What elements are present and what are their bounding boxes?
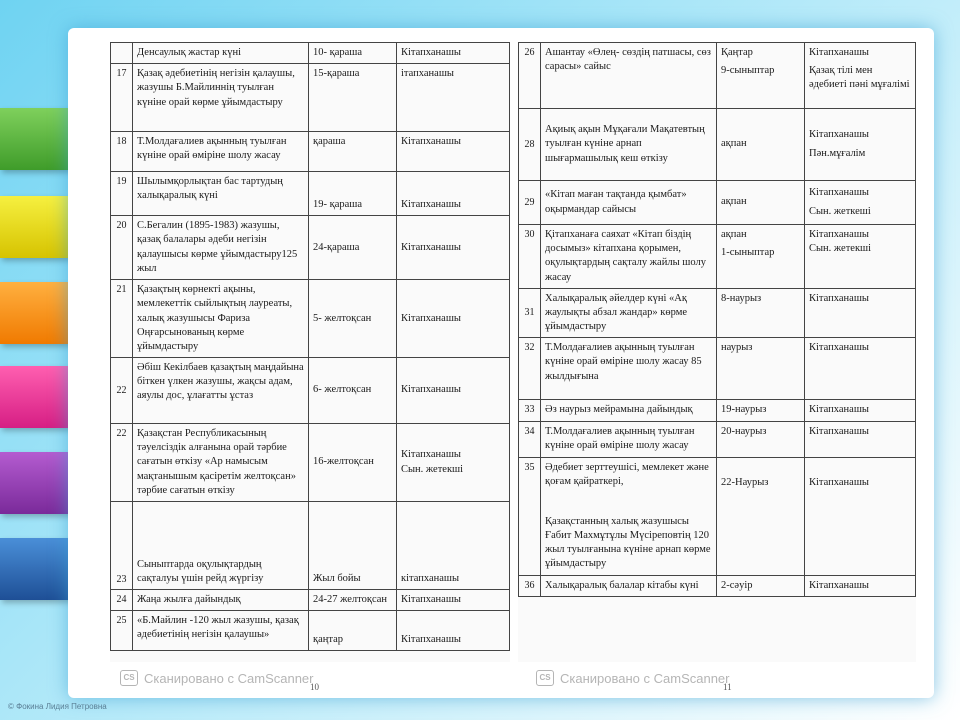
row-responsible: Кітапханашы bbox=[805, 400, 916, 422]
responsible-secondary: Пән.мұғалім bbox=[809, 147, 866, 159]
row-date: 20-наурыз bbox=[717, 422, 805, 457]
row-number: 33 bbox=[519, 400, 541, 422]
row-number: 28 bbox=[519, 109, 541, 181]
table-row bbox=[111, 424, 510, 502]
row-responsible: Кітапханашы bbox=[805, 457, 916, 575]
row-responsible: Кітапханашы bbox=[397, 358, 510, 424]
responsible-secondary: Сын. жетекші bbox=[401, 463, 464, 475]
responsible-secondary: Қазақ тілі мен әдебиеті пәні мұғалімі bbox=[809, 65, 910, 91]
row-event: Қазақстан Республикасының тәуелсіздік алғанына орай тәрбие сағатын өткізу «Ар намысым мақтанышым қасіретім желтоқсан» тәрбие сағатын өткізу bbox=[133, 424, 309, 502]
page-number: 10 bbox=[310, 682, 319, 692]
row-responsible: Кітапханашы bbox=[805, 288, 916, 338]
row-number: 22 bbox=[111, 424, 133, 502]
row-responsible: Кітапханашы bbox=[397, 590, 510, 611]
row-event: «Б.Майлин -120 жыл жазушы, қазақ әдебиетінің негізін қалаушы» bbox=[133, 611, 309, 651]
event-secondary: Қазақстанның халық жазушысы Ғабит Махмұтұлы Мүсіреповтің 120 жыл туылғанына күніне арнап көрме ұйымдастыру bbox=[545, 515, 711, 570]
row-responsible: кітапханашы bbox=[397, 502, 510, 590]
table-row bbox=[519, 338, 916, 400]
row-number: 19 bbox=[111, 172, 133, 216]
table-row bbox=[111, 216, 510, 280]
row-date: 6- желтоқсан bbox=[309, 358, 397, 424]
row-number: 34 bbox=[519, 422, 541, 457]
camscanner-watermark bbox=[536, 670, 729, 686]
row-event: Сыныптарда оқулықтардың сақталуы үшін рейд жүргізу bbox=[133, 502, 309, 590]
table-row bbox=[519, 422, 916, 457]
row-date: 5- желтоқсан bbox=[309, 280, 397, 358]
row-responsible: Кітапханашы bbox=[397, 280, 510, 358]
row-date: 2-сәуір bbox=[717, 575, 805, 596]
row-event: Т.Молдағалиев ақынның туылған күніне орай өміріне шолу жасау bbox=[133, 132, 309, 172]
row-date: 15-қараша bbox=[309, 64, 397, 132]
table-row bbox=[519, 575, 916, 596]
row-date: қаңтар bbox=[309, 611, 397, 651]
table-row bbox=[111, 43, 510, 64]
row-responsible: Кітапханашы bbox=[805, 575, 916, 596]
table-row bbox=[111, 611, 510, 651]
row-date: 10- қараша bbox=[309, 43, 397, 64]
table-row bbox=[519, 43, 916, 109]
responsible-primary: Кітапханашы bbox=[809, 129, 869, 141]
row-date: 19- қараша bbox=[309, 172, 397, 216]
row-date: ақпан bbox=[717, 181, 805, 225]
watermark-text: Сканировано с CamScanner bbox=[560, 670, 730, 686]
row-event: Шылымқорлықтан бас тартудың халықаралық күні bbox=[133, 172, 309, 216]
date-secondary: 9-сыныптар bbox=[721, 65, 775, 77]
right-scanned-page bbox=[518, 42, 916, 692]
row-event: Жаңа жылға дайындық bbox=[133, 590, 309, 611]
row-number: 24 bbox=[111, 590, 133, 611]
table-row bbox=[111, 280, 510, 358]
row-date: 8-наурыз bbox=[717, 288, 805, 338]
row-number: 23 bbox=[111, 502, 133, 590]
table-row bbox=[111, 132, 510, 172]
responsible-secondary: Сын. жетекші bbox=[809, 243, 872, 255]
row-date bbox=[717, 43, 805, 109]
table-row bbox=[111, 358, 510, 424]
row-event: Қазақ әдебиетінің негізін қалаушы, жазушы Б.Майлиннің туылған күніне орай көрме ұйымдастыру bbox=[133, 64, 309, 132]
row-date: қараша bbox=[309, 132, 397, 172]
table-row bbox=[111, 172, 510, 216]
row-number: 22 bbox=[111, 358, 133, 424]
row-responsible bbox=[805, 181, 916, 225]
row-number: 30 bbox=[519, 225, 541, 289]
row-event: Әз наурыз мейрамына дайындық bbox=[541, 400, 717, 422]
image-credit: © Фокина Лидия Петровна bbox=[8, 702, 107, 711]
row-event: Әбіш Кекілбаев қазақтың маңдайына біткен үлкен жазушы, жақсы адам, аяулы дос, ұлағатты ұстаз bbox=[133, 358, 309, 424]
left-plan-table bbox=[110, 42, 510, 651]
row-responsible bbox=[805, 225, 916, 289]
row-responsible: ітапханашы bbox=[397, 64, 510, 132]
row-responsible: Кітапханашы bbox=[397, 611, 510, 651]
row-event bbox=[541, 457, 717, 575]
row-date: 24-қараша bbox=[309, 216, 397, 280]
row-number: 20 bbox=[111, 216, 133, 280]
row-responsible bbox=[397, 424, 510, 502]
table-row bbox=[519, 225, 916, 289]
row-number: 36 bbox=[519, 575, 541, 596]
date-primary: Қаңтар bbox=[721, 47, 753, 58]
date-secondary: 1-сыныптар bbox=[721, 247, 775, 259]
table-row bbox=[519, 109, 916, 181]
row-event: Т.Молдағалиев ақынның туылған күніне орай өміріне шолу жасау 85 жылдығына bbox=[541, 338, 717, 400]
row-responsible: Кітапханашы bbox=[397, 172, 510, 216]
row-responsible: Кітапханашы bbox=[397, 132, 510, 172]
row-number: 32 bbox=[519, 338, 541, 400]
responsible-secondary: Сын. жеткеші bbox=[809, 205, 871, 217]
row-date: ақпан bbox=[717, 109, 805, 181]
row-number: 18 bbox=[111, 132, 133, 172]
row-event: Халықаралық әйелдер күні «Ақ жаулықты абзал жандар» көрме ұйымдастыру bbox=[541, 288, 717, 338]
row-responsible bbox=[805, 109, 916, 181]
event-primary: Әдебиет зерттеушісі, мемлекет және қоғам қайраткері, bbox=[545, 461, 709, 487]
row-number: 35 bbox=[519, 457, 541, 575]
row-number: 21 bbox=[111, 280, 133, 358]
right-plan-table bbox=[518, 42, 916, 597]
responsible-primary: Кітапханашы bbox=[809, 229, 869, 240]
row-date: 24-27 желтоқсан bbox=[309, 590, 397, 611]
responsible-primary: Кітапханашы bbox=[809, 187, 869, 199]
row-date bbox=[717, 225, 805, 289]
row-number: 25 bbox=[111, 611, 133, 651]
row-event: Халықаралық балалар кітабы күні bbox=[541, 575, 717, 596]
row-number: 17 bbox=[111, 64, 133, 132]
row-number: 29 bbox=[519, 181, 541, 225]
row-event: Денсаулық жастар күні bbox=[133, 43, 309, 64]
row-event: Қазақтың көрнекті ақыны, мемлекеттік сыйлықтың лауреаты, халық жазушысы Фариза Оңғарсынованың көрме ұйымдастыру bbox=[133, 280, 309, 358]
row-date: наурыз bbox=[717, 338, 805, 400]
row-event: Ақиық ақын Мұқағали Мақатевтың туылған күніне арнап шығармашылық кеш өткізу bbox=[541, 109, 717, 181]
row-responsible: Кітапханашы bbox=[805, 422, 916, 457]
table-row bbox=[519, 400, 916, 422]
row-responsible: Кітапханашы bbox=[397, 216, 510, 280]
row-event: С.Бегалин (1895-1983) жазушы, қазақ балалары әдеби негізін қалаушысы көрме ұйымдастыру125 жыл bbox=[133, 216, 309, 280]
row-date: 16-желтоқсан bbox=[309, 424, 397, 502]
responsible-primary: Кітапханашы bbox=[809, 47, 869, 58]
table-row bbox=[111, 64, 510, 132]
watermark-text: Сканировано с CamScanner bbox=[144, 670, 314, 686]
responsible-primary: Кітапханашы bbox=[401, 449, 461, 461]
row-responsible: Кітапханашы bbox=[805, 338, 916, 400]
row-event: Ашантау «Өлең- сөздің патшасы, сөз сарасы» сайыс bbox=[541, 43, 717, 109]
table-row bbox=[111, 590, 510, 611]
row-responsible: Кітапханашы bbox=[397, 43, 510, 64]
row-number: 26 bbox=[519, 43, 541, 109]
table-row bbox=[519, 181, 916, 225]
table-row bbox=[111, 502, 510, 590]
row-date: Жыл бойы bbox=[309, 502, 397, 590]
camscanner-logo-icon: CS bbox=[536, 670, 554, 686]
row-date: 19-наурыз bbox=[717, 400, 805, 422]
row-number bbox=[111, 43, 133, 64]
row-responsible bbox=[805, 43, 916, 109]
row-date: 22-Наурыз bbox=[717, 457, 805, 575]
table-row bbox=[519, 457, 916, 575]
row-event: Т.Молдағалиев ақынның туылған күніне орай өміріне шолу жасау bbox=[541, 422, 717, 457]
row-event: «Кітап маған тақтанда қымбат» оқырмандар сайысы bbox=[541, 181, 717, 225]
date-primary: ақпан bbox=[721, 229, 747, 240]
left-scanned-page bbox=[110, 42, 510, 692]
row-event: Қітапханаға саяхат «Кітап біздің досымыз» кітапхана қорымен, оқулықтардың сақталу жайлы шолу жасау bbox=[541, 225, 717, 289]
page-number: 11 bbox=[723, 682, 732, 692]
camscanner-logo-icon: CS bbox=[120, 670, 138, 686]
table-row bbox=[519, 288, 916, 338]
row-number: 31 bbox=[519, 288, 541, 338]
camscanner-watermark bbox=[120, 670, 313, 686]
